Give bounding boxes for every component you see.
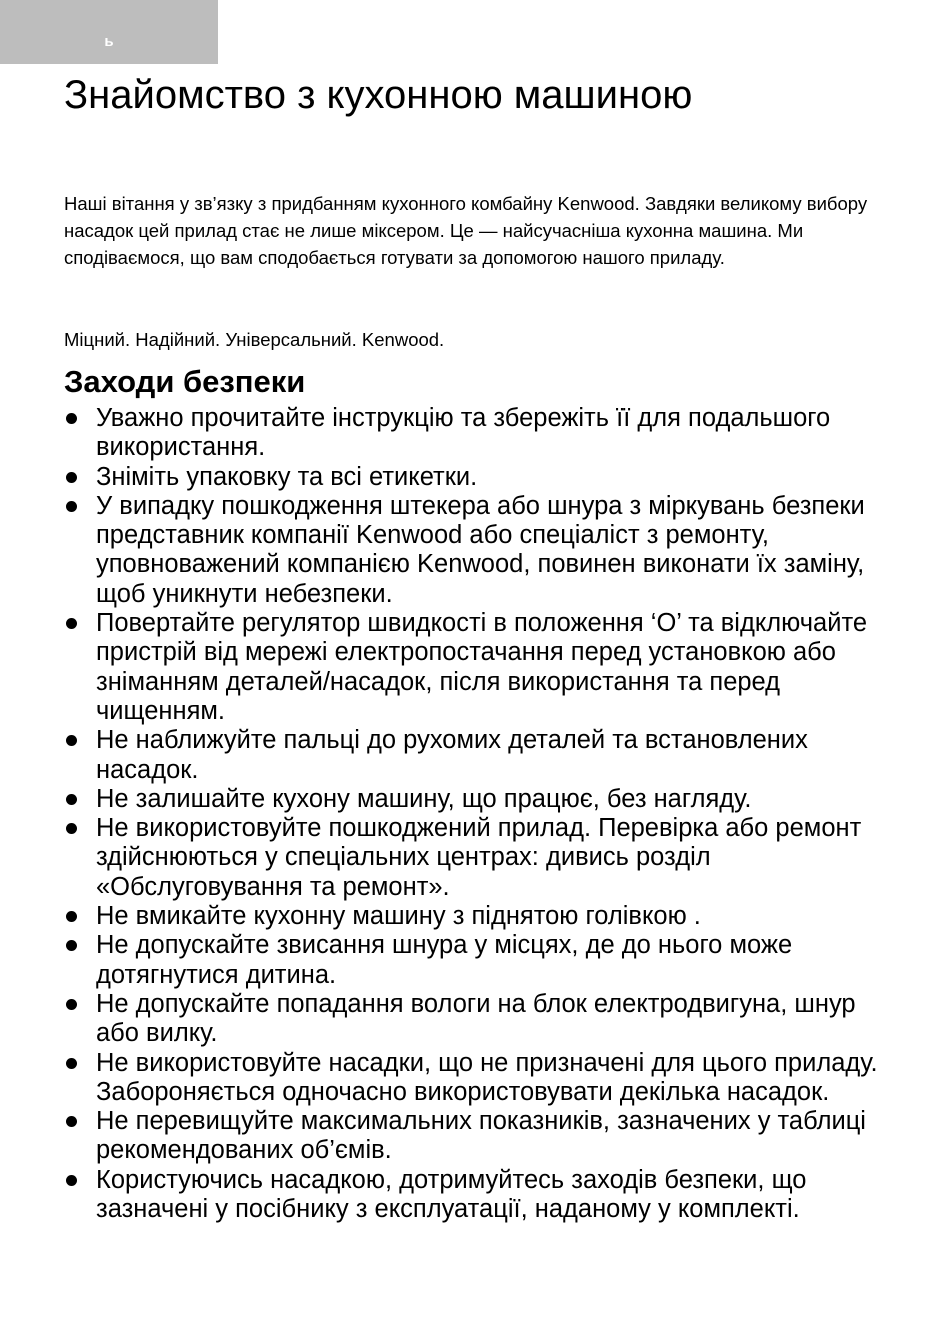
language-tab-label: ь xyxy=(104,33,114,50)
safety-item-text: Не використовуйте насадки, що не призначені для цього приладу. Забороняється одночасно використовувати декілька насадок. xyxy=(96,1048,878,1106)
slogan: Міцний. Надійний. Універсальний. Kenwood. xyxy=(64,329,445,350)
safety-item-text: Не допускайте звисання шнура у місцях, де до нього може дотягнутися дитина. xyxy=(96,931,793,989)
safety-item-text: Не залишайте кухону машину, що працює, без нагляду. xyxy=(96,784,752,813)
safety-item-text: Не вмикайте кухонну машину з піднятою голівкою . xyxy=(96,902,701,931)
bullet-icon xyxy=(66,618,77,629)
language-tab xyxy=(0,0,218,64)
bullet-icon xyxy=(66,1058,77,1069)
safety-item xyxy=(64,726,894,785)
safety-item xyxy=(64,1166,894,1225)
safety-item-text: Не використовуйте пошкоджений прилад. Перевірка або ремонт здійснюються у спеціальних центрах: дивись розділ «Обслуговування та ремонт». xyxy=(96,814,862,901)
safety-item xyxy=(64,931,894,990)
bullet-icon xyxy=(66,1116,77,1127)
safety-item xyxy=(64,990,894,1049)
safety-item xyxy=(64,814,894,902)
safety-item xyxy=(64,1049,894,1108)
bullet-icon xyxy=(66,794,77,805)
safety-item-text: Користуючись насадкою, дотримуйтесь заходів безпеки, що зазначені у посібнику з експлуатації, наданому у комплекті. xyxy=(96,1165,807,1224)
intro-paragraph: Наші вітання у зв’язку з придбанням кухонного комбайну Kenwood. Завдяки великому вибору насадок цей прилад стає не лише міксером. Це — найсучасніша кухонна машина. Ми сподіваємося, що вам сподобається готувати за допомогою нашого приладу. xyxy=(64,193,868,268)
safety-item xyxy=(64,609,894,726)
bullet-icon xyxy=(66,999,77,1010)
bullet-icon xyxy=(66,413,77,424)
bullet-icon xyxy=(66,940,77,951)
safety-item-text: Зніміть упаковку та всі етикетки. xyxy=(96,462,478,491)
safety-item-text: Не наближуйте пальці до рухомих деталей та встановлених насадок. xyxy=(96,726,808,784)
bullet-icon xyxy=(66,911,77,922)
safety-item-text: Уважно прочитайте інструкцію та збережіть її для подальшого використання. xyxy=(96,404,831,462)
safety-item xyxy=(64,1107,894,1166)
bullet-icon xyxy=(66,472,77,483)
bullet-icon xyxy=(66,735,77,746)
safety-item xyxy=(64,463,894,492)
bullet-icon xyxy=(66,823,77,834)
safety-item-text: Не перевищуйте максимальних показників, зазначених у таблиці рекомендованих об’ємів. xyxy=(96,1107,866,1165)
page-title: Знайомство з кухонною машиною xyxy=(64,73,693,117)
safety-list xyxy=(64,404,894,1224)
bullet-icon xyxy=(66,1175,77,1186)
safety-item-text: У випадку пошкодження штекера або шнура з міркувань безпеки представник компанії Kenwood або спеціаліст з ремонту, уповноважений компанією Kenwood, повинен виконати їх заміну, щоб уникнути небезпеки. xyxy=(96,491,865,608)
safety-item-text: Не допускайте попадання вологи на блок електродвигуна, шнур або вилку. xyxy=(96,989,856,1048)
safety-item xyxy=(64,902,894,931)
bullet-icon xyxy=(66,501,77,512)
safety-item-text: Повертайте регулятор швидкості в положення ‘O’ та відключайте пристрій від мережі електропостачання перед установкою або зніманням деталей/насадок, після використання та перед чищенням. xyxy=(96,609,868,725)
safety-item xyxy=(64,492,894,609)
safety-item xyxy=(64,785,894,814)
safety-heading: Заходи безпеки xyxy=(64,364,306,399)
safety-item xyxy=(64,404,894,463)
